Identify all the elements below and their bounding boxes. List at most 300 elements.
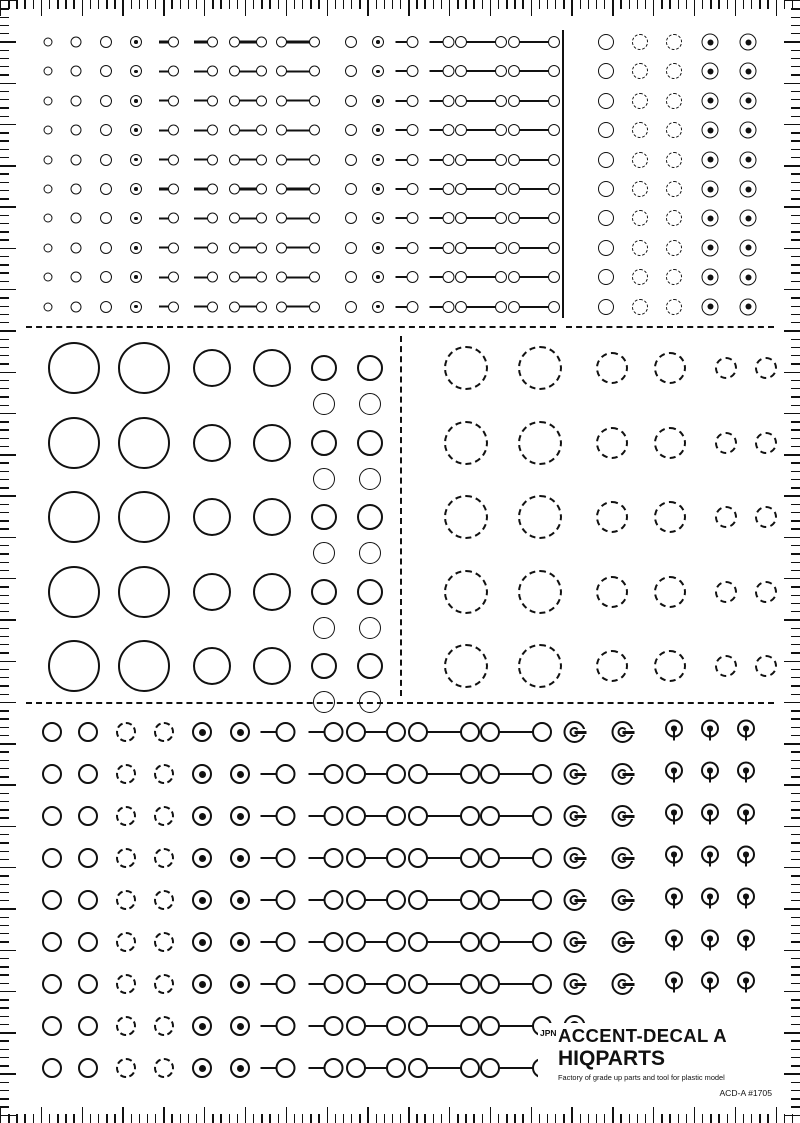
small-dotted-circle	[702, 34, 719, 51]
decal-cell	[632, 210, 648, 226]
c-mark	[564, 973, 593, 995]
center-dot	[237, 1065, 244, 1072]
center-dot	[707, 39, 713, 45]
decal-cell	[408, 806, 480, 826]
dumbbell-bar	[427, 773, 461, 775]
medium-dashed-circle	[154, 806, 174, 826]
decal-cell	[130, 271, 142, 283]
medium-dashed-circle	[154, 764, 174, 784]
lollipop-stem	[261, 983, 277, 985]
decal-cell	[430, 36, 455, 48]
decal-cell	[666, 299, 682, 315]
small-circle	[44, 38, 53, 47]
medium-dotted-circle	[230, 722, 250, 742]
decal-cell	[192, 722, 212, 742]
decal-cell	[357, 653, 383, 679]
medium-dotted-circle	[230, 848, 250, 868]
dumbbell-head-left	[346, 764, 366, 784]
decal-cell	[665, 762, 683, 787]
dumbbell-head-right	[495, 271, 507, 283]
dumbbell-head-left	[408, 806, 428, 826]
medium-dashed-circle	[116, 848, 136, 868]
dumbbell-head-right	[548, 212, 560, 224]
dumbbell-bar	[519, 276, 549, 278]
dumbbell-bar	[466, 247, 496, 249]
small-lollipop	[430, 242, 455, 254]
large-dashed-circle	[596, 352, 628, 384]
dumbbell-bar	[239, 276, 257, 278]
dumbbell-head-right	[460, 890, 480, 910]
medium-circle	[42, 932, 62, 952]
decal-cell	[755, 432, 777, 454]
decal-cell	[598, 269, 614, 285]
dumbbell-head-right	[548, 36, 560, 48]
decal-cell	[118, 566, 170, 618]
large-circle	[193, 498, 231, 536]
decal-cell	[666, 93, 682, 109]
small-circle	[100, 124, 112, 136]
small-dumbbell	[455, 154, 507, 166]
decal-cell	[346, 974, 406, 994]
decal-cell	[346, 764, 406, 784]
medium-dashed-circle	[116, 722, 136, 742]
ruler-bottom	[0, 1101, 800, 1123]
small-dumbbell	[276, 154, 320, 165]
dumbbell-head-right	[386, 974, 406, 994]
decal-cell	[666, 122, 682, 138]
dumbbell-bar	[239, 306, 257, 308]
decal-cell	[564, 763, 593, 785]
dumbbell-head-right	[256, 242, 267, 253]
medium-lollipop	[261, 932, 296, 952]
decal-cell	[372, 154, 384, 166]
decal-cell	[632, 93, 648, 109]
decal-cell	[309, 974, 344, 994]
center-dot	[134, 99, 138, 103]
large-dashed-circle	[654, 501, 686, 533]
small-circle	[345, 271, 357, 283]
lollipop-stem	[430, 217, 444, 219]
dumbbell-head-left	[408, 722, 428, 742]
lollipop-head	[168, 154, 179, 165]
decal-cell	[229, 272, 267, 283]
small-lollipop	[159, 154, 179, 165]
decal-cell	[518, 644, 562, 688]
large-circle	[48, 640, 100, 692]
brand-logo-block	[538, 1023, 774, 1099]
small-circle	[345, 36, 357, 48]
decal-cell	[229, 95, 267, 106]
lollipop-stem	[261, 1025, 277, 1027]
dumbbell-bar	[519, 217, 549, 219]
decal-cell	[598, 299, 614, 315]
decal-cell	[455, 65, 507, 77]
medium-dashed-circle	[116, 974, 136, 994]
medium-circle	[78, 1016, 98, 1036]
small-lollipop	[430, 183, 455, 195]
small-circle	[345, 95, 357, 107]
decal-cell	[253, 349, 291, 387]
decal-cell	[193, 573, 231, 611]
decal-cell	[276, 242, 320, 253]
decal-cell	[44, 214, 53, 223]
dumbbell-bar	[365, 731, 387, 733]
dumbbell-head-left	[346, 1016, 366, 1036]
keyhole-mark	[737, 804, 755, 829]
small-dumbbell	[276, 242, 320, 253]
large-circle	[311, 653, 337, 679]
decal-cell	[42, 1058, 62, 1078]
keyhole-mark	[701, 930, 719, 955]
small-circle	[598, 63, 614, 79]
dumbbell-head-right	[309, 184, 320, 195]
medium-lollipop	[261, 974, 296, 994]
small-circle	[598, 34, 614, 50]
lollipop-stem	[309, 1025, 325, 1027]
decal-cell	[408, 974, 480, 994]
lollipop-head	[276, 1016, 296, 1036]
decal-cell	[715, 581, 737, 603]
decal-cell	[42, 1016, 62, 1036]
small-circle	[100, 301, 112, 313]
decal-cell	[78, 806, 98, 826]
dumbbell-bar	[286, 188, 310, 190]
decal-cell	[372, 65, 384, 77]
decal-cell	[357, 430, 383, 456]
lollipop-head	[168, 301, 179, 312]
medium-lollipop	[261, 890, 296, 910]
medium-dashed-circle	[154, 1016, 174, 1036]
decal-cell	[480, 890, 552, 910]
center-dot	[134, 275, 138, 279]
keyhole-stem	[745, 773, 748, 783]
center-dot	[376, 246, 380, 250]
small-circle	[100, 242, 112, 254]
small-dumbbell	[455, 124, 507, 136]
c-mark	[612, 805, 641, 827]
medium-dumbbell	[408, 1058, 480, 1078]
decal-cell	[71, 95, 82, 106]
decal-cell	[666, 152, 682, 168]
keyhole-mark	[665, 720, 683, 745]
small-dotted-circle	[372, 65, 384, 77]
medium-dumbbell	[480, 974, 552, 994]
decal-cell	[508, 154, 560, 166]
medium-dotted-circle	[192, 764, 212, 784]
keyhole-stem	[745, 815, 748, 825]
small-dumbbell	[508, 124, 560, 136]
keyhole-mark	[737, 930, 755, 955]
decal-cell	[596, 501, 628, 533]
c-mark-tail	[574, 857, 586, 860]
c-mark	[612, 763, 641, 785]
decal-cell	[71, 66, 82, 77]
center-dot	[376, 40, 380, 44]
medium-dumbbell	[346, 932, 406, 952]
center-dot	[707, 127, 713, 133]
lollipop-head	[324, 890, 344, 910]
decal-cell	[346, 722, 406, 742]
decal-cell	[455, 95, 507, 107]
decal-cell	[715, 357, 737, 379]
small-dotted-circle	[702, 92, 719, 109]
decal-cell	[612, 763, 641, 785]
decal-cell	[193, 424, 231, 462]
small-dotted-circle	[130, 271, 142, 283]
large-circle	[193, 647, 231, 685]
dumbbell-head-left	[408, 890, 428, 910]
large-circle	[313, 468, 335, 490]
lollipop-stem	[261, 731, 277, 733]
decal-cell	[154, 1016, 174, 1036]
keyhole-stem	[673, 983, 676, 993]
decal-cell	[632, 181, 648, 197]
dumbbell-head-left	[480, 764, 500, 784]
large-circle	[359, 468, 381, 490]
large-dashed-circle	[715, 432, 737, 454]
small-circle	[598, 240, 614, 256]
dumbbell-bar	[499, 983, 533, 985]
center-dot	[237, 897, 244, 904]
decal-cell	[632, 152, 648, 168]
small-dotted-circle	[130, 36, 142, 48]
medium-lollipop	[309, 1016, 344, 1036]
decal-cell	[396, 65, 419, 77]
large-dashed-circle	[755, 506, 777, 528]
decal-cell	[345, 36, 357, 48]
c-mark	[612, 847, 641, 869]
c-mark-tail	[622, 773, 634, 776]
decal-cell	[159, 95, 179, 106]
small-lollipop	[159, 125, 179, 136]
keyhole-mark	[665, 972, 683, 997]
large-circle	[359, 617, 381, 639]
decal-cell	[48, 342, 100, 394]
decal-cell	[44, 155, 53, 164]
lollipop-head	[207, 184, 218, 195]
dumbbell-head-right	[495, 242, 507, 254]
decal-cell	[654, 650, 686, 682]
medium-dumbbell	[480, 806, 552, 826]
decal-cell	[740, 181, 757, 198]
dumbbell-head-left	[480, 1016, 500, 1036]
lollipop-stem	[261, 815, 277, 817]
small-circle	[71, 66, 82, 77]
decal-cell	[737, 846, 755, 871]
large-dashed-circle	[755, 655, 777, 677]
decal-cell	[359, 542, 381, 564]
decal-cell	[71, 125, 82, 136]
dumbbell-head-right	[386, 722, 406, 742]
decal-cell	[740, 122, 757, 139]
small-dashed-circle	[666, 299, 682, 315]
small-lollipop	[194, 242, 218, 253]
lollipop-head	[443, 36, 455, 48]
large-dashed-circle	[518, 346, 562, 390]
dumbbell-head-right	[256, 272, 267, 283]
small-dumbbell	[508, 212, 560, 224]
small-lollipop	[396, 212, 419, 224]
small-dotted-circle	[372, 183, 384, 195]
decal-cell	[276, 272, 320, 283]
dumbbell-head-right	[460, 1058, 480, 1078]
medium-dashed-circle	[154, 890, 174, 910]
small-dumbbell	[276, 184, 320, 195]
decal-cell	[118, 491, 170, 543]
dumbbell-bar	[466, 41, 496, 43]
small-dotted-circle	[372, 301, 384, 313]
small-circle	[345, 301, 357, 313]
small-dumbbell	[276, 95, 320, 106]
dumbbell-head-left	[346, 722, 366, 742]
decal-cell	[665, 930, 683, 955]
keyhole-mark	[665, 762, 683, 787]
decal-cell	[261, 974, 296, 994]
decal-cell	[430, 301, 455, 313]
decal-cell	[702, 210, 719, 227]
small-dumbbell	[276, 272, 320, 283]
large-dashed-circle	[596, 501, 628, 533]
medium-dotted-circle	[230, 932, 250, 952]
dumbbell-head-right	[256, 213, 267, 224]
large-circle	[193, 573, 231, 611]
decal-cell	[372, 301, 384, 313]
decal-cell	[276, 184, 320, 195]
lollipop-stem	[309, 983, 325, 985]
dumbbell-bar	[239, 70, 257, 72]
center-dot	[134, 70, 138, 74]
small-lollipop	[194, 213, 218, 224]
small-lollipop	[396, 124, 419, 136]
decal-cell	[444, 495, 488, 539]
decal-cell	[666, 210, 682, 226]
keyhole-stem	[673, 857, 676, 867]
center-dot	[745, 98, 751, 104]
decal-cell	[100, 36, 112, 48]
decal-cell	[508, 212, 560, 224]
decal-cell	[430, 183, 455, 195]
keyhole-stem	[709, 899, 712, 909]
large-circle	[253, 647, 291, 685]
decal-cell	[192, 932, 212, 952]
lollipop-stem	[309, 899, 325, 901]
decal-cell	[359, 617, 381, 639]
medium-dashed-circle	[116, 932, 136, 952]
decal-cell	[598, 93, 614, 109]
small-dotted-circle	[740, 151, 757, 168]
dumbbell-bar	[286, 306, 310, 308]
decal-cell	[130, 124, 142, 136]
large-circle	[357, 355, 383, 381]
large-circle	[253, 424, 291, 462]
dumbbell-bar	[427, 1067, 461, 1069]
small-dumbbell	[276, 301, 320, 312]
dumbbell-bar	[499, 1067, 533, 1069]
decal-cell	[71, 213, 82, 224]
decal-cell	[737, 972, 755, 997]
c-mark-tail	[574, 773, 586, 776]
dumbbell-bar	[519, 159, 549, 161]
keyhole-stem	[673, 899, 676, 909]
decal-cell	[357, 579, 383, 605]
decal-cell	[230, 764, 250, 784]
lollipop-stem	[309, 1067, 325, 1069]
small-circle	[71, 125, 82, 136]
decal-cell	[100, 212, 112, 224]
center-dot	[134, 305, 138, 309]
decal-cell	[229, 125, 267, 136]
decal-cell	[564, 805, 593, 827]
c-mark	[564, 889, 593, 911]
decal-cell	[737, 762, 755, 787]
center-dot	[707, 157, 713, 163]
section-large-circles	[26, 336, 774, 696]
large-circle	[313, 617, 335, 639]
lollipop-head	[443, 95, 455, 107]
medium-dashed-circle	[154, 1058, 174, 1078]
dumbbell-head-right	[532, 974, 552, 994]
dumbbell-bar	[427, 941, 461, 943]
medium-lollipop	[309, 764, 344, 784]
dumbbell-head-left	[408, 1058, 428, 1078]
lollipop-head	[207, 242, 218, 253]
lollipop-head	[443, 271, 455, 283]
decal-cell	[396, 36, 419, 48]
large-dashed-circle	[654, 352, 686, 384]
center-dot	[745, 274, 751, 280]
small-dotted-circle	[130, 154, 142, 166]
small-dashed-circle	[632, 63, 648, 79]
medium-lollipop	[309, 848, 344, 868]
lollipop-head	[443, 183, 455, 195]
dumbbell-bar	[239, 100, 257, 102]
lollipop-stem	[261, 941, 277, 943]
decal-cell	[345, 154, 357, 166]
lollipop-head	[443, 212, 455, 224]
dumbbell-head-right	[386, 932, 406, 952]
decal-cell	[229, 37, 267, 48]
decal-cell	[455, 301, 507, 313]
decal-cell	[42, 974, 62, 994]
small-dotted-circle	[130, 212, 142, 224]
decal-cell	[666, 181, 682, 197]
decal-cell	[408, 1016, 480, 1036]
dumbbell-bar	[286, 159, 310, 161]
dumbbell-bar	[365, 815, 387, 817]
c-mark	[612, 889, 641, 911]
small-dotted-circle	[130, 95, 142, 107]
medium-dashed-circle	[154, 932, 174, 952]
brand-name: HIQPARTS	[558, 1047, 665, 1070]
center-dot	[237, 939, 244, 946]
lollipop-head	[168, 95, 179, 106]
decal-cell	[253, 498, 291, 536]
medium-circle	[42, 722, 62, 742]
decal-cell	[78, 764, 98, 784]
decal-cell	[444, 644, 488, 688]
decal-cell	[408, 932, 480, 952]
decal-cell	[701, 888, 719, 913]
large-circle	[118, 417, 170, 469]
lollipop-stem	[309, 815, 325, 817]
keyhole-stem	[673, 941, 676, 951]
lollipop-stem	[261, 899, 277, 901]
brand-tagline: Factory of grade up parts and tool for plastic model	[558, 1073, 725, 1082]
center-dot	[237, 813, 244, 820]
lollipop-head	[168, 37, 179, 48]
medium-circle	[42, 1016, 62, 1036]
small-dashed-circle	[666, 122, 682, 138]
